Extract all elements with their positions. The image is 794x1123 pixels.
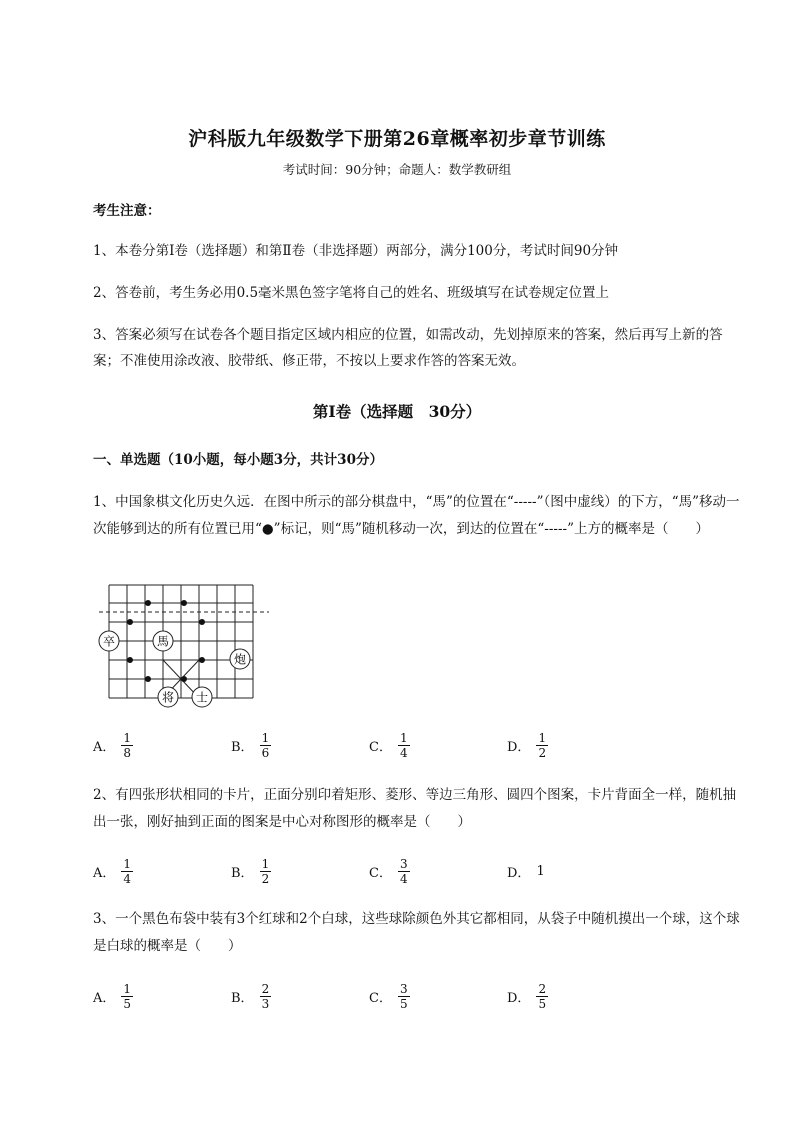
q2-option-d[interactable]: D． 1	[507, 863, 545, 881]
svg-text:馬: 馬	[156, 634, 170, 649]
piece-horse	[153, 631, 173, 651]
question-3-text: 3、一个黑色布袋中装有3个红球和2个白球，这些球除颜色外其它都相同，从袋子中随机摸出一个球，这个球是白球的概率是（ ）	[93, 911, 740, 954]
q3-option-c[interactable]: C． $\frac{3}{5}$	[369, 981, 408, 1011]
part-heading: 一、单选题（10小题，每小题3分，共计30分）	[93, 452, 383, 468]
section-title: 第I卷（选择题 30分）	[312, 402, 482, 421]
page-subtitle: 考试时间：90分钟；命题人：数学教研组	[282, 162, 512, 177]
svg-text:炮: 炮	[233, 652, 247, 667]
q2-option-a[interactable]: A． $\frac{1}{4}$	[93, 856, 132, 886]
piece-cannon	[230, 649, 250, 669]
q1-option-a[interactable]: A． $\frac{1}{8}$	[93, 730, 132, 760]
question-1-options	[93, 727, 713, 763]
chessboard-grid	[109, 585, 253, 698]
piece-advisor	[192, 687, 212, 707]
question-3-options	[93, 978, 713, 1014]
svg-text:卒: 卒	[102, 634, 116, 649]
q2-option-b[interactable]: B． $\frac{1}{2}$	[231, 856, 270, 886]
svg-text:士: 士	[195, 690, 209, 705]
notice-item-1: 1、本卷分第I卷（选择题）和第Ⅱ卷（非选择题）两部分，满分100分，考试时间90分钟	[93, 243, 619, 259]
notice-item-2: 2、答卷前，考生务必用0.5毫米黑色签字笔将自己的姓名、班级填写在试卷规定位置上	[93, 285, 610, 301]
q3-option-d[interactable]: D． $\frac{2}{5}$	[507, 981, 547, 1011]
chessboard-figure	[93, 580, 273, 710]
question-1-text: 1、中国象棋文化历史久远．在图中所示的部分棋盘中，“馬”的位置在“-----”（图中虚线）的下方，“馬”移动一次能够到达的所有位置已用“●”标记，则“馬”随机移动一次，到达的位置在“-----”上方的概率是（ ）	[93, 494, 740, 537]
piece-soldier	[99, 631, 119, 651]
q3-option-a[interactable]: A． $\frac{1}{5}$	[93, 981, 132, 1011]
svg-text:将: 将	[161, 690, 175, 705]
q1-option-b[interactable]: B． $\frac{1}{6}$	[231, 730, 270, 760]
q2-option-c[interactable]: C． $\frac{3}{4}$	[369, 856, 408, 886]
question-2-text: 2、有四张形状相同的卡片，正面分别印着矩形、菱形、等边三角形、圆四个图案，卡片背面全一样，随机抽出一张，刚好抽到正面的图案是中心对称图形的概率是（ ）	[93, 787, 737, 830]
q1-option-c[interactable]: C． $\frac{1}{4}$	[369, 730, 408, 760]
q3-option-b[interactable]: B． $\frac{2}{3}$	[231, 981, 270, 1011]
notice-item-3: 3、答案必须写在试卷各个题目指定区域内相应的位置，如需改动，先划掉原来的答案，然后再写上新的答案；不准使用涂改液、胶带纸、修正带，不按以上要求作答的答案无效。	[93, 327, 723, 369]
q1-option-d[interactable]: D． $\frac{1}{2}$	[507, 730, 547, 760]
page-title: 沪科版九年级数学下册第26章概率初步章节训练	[188, 128, 606, 150]
piece-general	[158, 687, 178, 707]
question-2-options	[93, 853, 713, 889]
notice-heading: 考生注意：	[93, 203, 161, 219]
